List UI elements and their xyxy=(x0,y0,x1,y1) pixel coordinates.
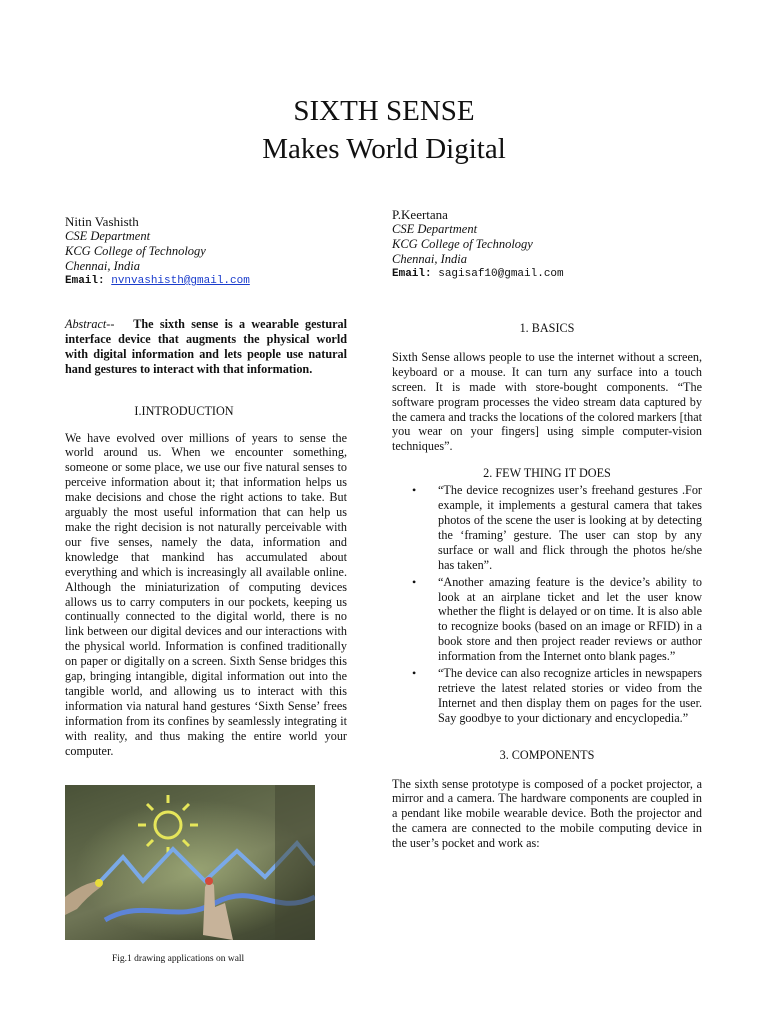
figure-drawing xyxy=(65,785,315,940)
email-label: Email: xyxy=(392,268,432,280)
section-heading-components: 3. COMPONENTS xyxy=(499,747,595,762)
abstract xyxy=(65,317,347,377)
author-dept: CSE Department xyxy=(65,229,151,243)
list-item xyxy=(392,575,702,664)
bullet: • xyxy=(412,574,417,589)
section-heading-basics: 1. BASICS xyxy=(519,321,575,335)
components-text: The sixth sense prototype is composed of a pocket projector, a mirror and a camera. The hardware components are coupled in a pendant like mobile wearable device. Both the projector and the camera are connected to the mobile computing device in the user’s pocket and work as: xyxy=(392,776,702,851)
author-city: Chennai, India xyxy=(392,252,467,266)
paper-title xyxy=(0,92,768,168)
author-block-2 xyxy=(392,207,564,282)
figure-image xyxy=(65,785,315,940)
author-email-link[interactable]: nvnvashisth@gmail.com xyxy=(111,275,250,287)
author-email-line xyxy=(65,274,250,289)
author-block-1 xyxy=(65,214,250,289)
right-column xyxy=(392,321,702,851)
basics-text: Sixth Sense allows people to use the internet without a screen, keyboard or a mouse. It can turn any surface into a touch screen. It is made with store-bought components. “The software program processes the video stream data captured by the camera and tracks the locations of the colored markers [that you wear on your fingers] using simple computer-vision techniques”. xyxy=(392,349,702,454)
list-item-text: “The device can also recognize articles in newspapers retrieve the latest related stories or video from the Internet and then display them on pages for the user. Say goodbye to your dictionary and encyclopedia.” xyxy=(438,666,702,725)
author-city: Chennai, India xyxy=(65,259,140,273)
introduction-text: We have evolved over millions of years to sense the world around us. When we encounter something, someone or some place, we use our five natural senses to perceive information about it; that information helps us make decisions and chose the right actions to take. But arguably the most useful information that can help us make the right decision is not naturally perceivable with our five senses, namely the data, information and knowledge that mankind has accumulated about everything and which is increasingly all available online. Although the miniaturization of computing devices allows us to carry computers in our pockets, keeping us continually connected to the digital world, there is no link between our digital devices and our interactions with the physical world. Information is confined traditionally on paper or digitally on a screen. Sixth Sense bridges this gap, bringing intangible, digital information out into the tangible world, and allowing us to interact with this information via natural hand gestures ‘Sixth Sense’ frees information from its confines by seamlessly integrating it with reality, and thus making the entire world your computer. xyxy=(65,430,347,758)
author-email: sagisaf10@gmail.com xyxy=(438,268,564,280)
section-heading-introduction: I.INTRODUCTION xyxy=(134,403,234,418)
title-line-2: Makes World Digital xyxy=(262,133,506,165)
author-name: Nitin Vashisth xyxy=(65,214,139,229)
bullet: • xyxy=(412,483,417,498)
author-email-line xyxy=(392,267,564,282)
list-item-text: “Another amazing feature is the device’s ability to look at an airplane ticket and let the user know whether the flight is delayed or on time. It is also able to recognize books (based on an image or RFID) in a book store and then project reader reviews or author information from the Internet onto blank pages.” xyxy=(438,574,702,664)
list-item xyxy=(392,483,702,572)
email-label: Email: xyxy=(65,275,105,287)
bullet: • xyxy=(412,666,417,681)
list-item xyxy=(392,666,702,726)
author-college: KCG College of Technology xyxy=(65,244,206,258)
left-column xyxy=(65,317,347,758)
author-name: P.Keertana xyxy=(392,207,448,222)
features-list xyxy=(392,483,702,726)
list-item-text: “The device recognizes user’s freehand gestures .For example, it implements a gestural camera that takes photos of the scene the user is looking at by detecting the ‘framing’ gesture. The user can stop by any surface or wall and flick through the photos he/she has taken”. xyxy=(438,483,702,572)
author-dept: CSE Department xyxy=(392,222,478,236)
author-college: KCG College of Technology xyxy=(392,237,533,251)
title-line-1: SIXTH SENSE xyxy=(293,95,475,127)
figure-caption: Fig.1 drawing applications on wall xyxy=(112,954,245,964)
abstract-label: Abstract-- xyxy=(65,317,115,331)
abstract-text: The sixth sense is a wearable gestural interface device that augments the physical world with digital information and lets people use natural hand gestures to interact with that information. xyxy=(65,317,347,376)
section-heading-few-things: 2. FEW THING IT DOES xyxy=(483,466,611,481)
